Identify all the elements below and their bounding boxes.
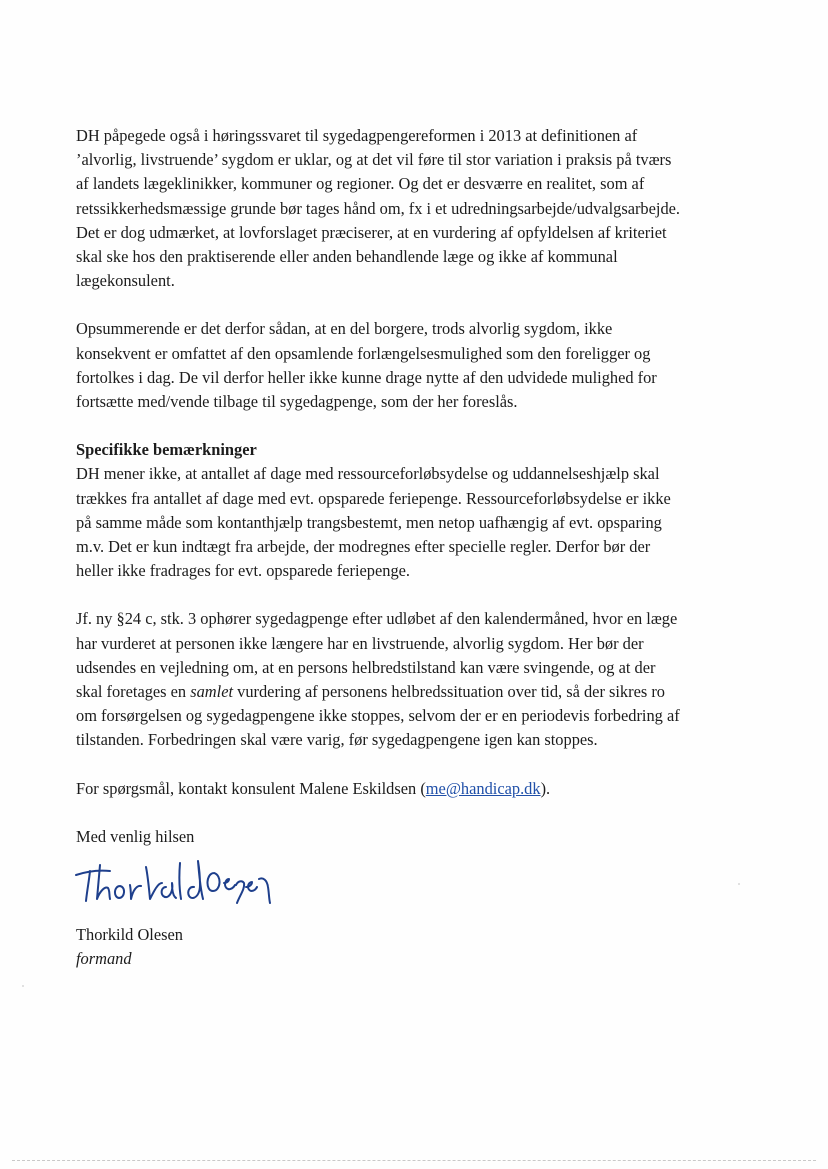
signer-name: Thorkild Olesen — [76, 925, 183, 945]
text-line: lægekonsulent. — [76, 271, 175, 291]
text-line: heller ikke fradrages for evt. opsparede feriepenge. — [76, 561, 411, 581]
text-line: ’alvorlig, livstruende’ sygdom er uklar, og at det vil føre til stor variation i praksis på tværs — [76, 150, 672, 170]
text-segment: vurdering af personens helbredssituation over tid, så der sikres ro — [233, 682, 665, 702]
closing-greeting: Med venlig hilsen — [76, 826, 195, 846]
text-line: af landets lægeklinikker, kommuner og regioner. Og det er desværre en realitet, som af — [76, 174, 645, 194]
paragraph-summary — [76, 317, 756, 414]
text-line: m.v. Det er kun indtægt fra arbejde, der modregnes efter specielle regler. Derfor bør der — [76, 537, 651, 557]
letter-body — [76, 124, 756, 971]
signer-title: formand — [76, 949, 132, 969]
text-line: om forsørgelsen og sygedagpengene ikke stoppes, selvom der er en periodevis forbedring af — [76, 706, 680, 726]
section-heading: Specifikke bemærkninger — [76, 440, 257, 460]
text-line: retssikkerhedsmæssige grunde bør tages hånd om, fx i et udredningsarbejde/udvalgsarbejde. — [76, 198, 681, 218]
paragraph-section-24c — [76, 607, 756, 752]
paragraph-specific-remarks — [76, 438, 756, 583]
contact-paragraph — [76, 777, 756, 801]
text-line: udsendes en vejledning om, at en persons helbredstilstand kan være svingende, og at der — [76, 657, 656, 677]
text-line: DH påpegede også i høringssvaret til sygedagpengereformen i 2013 at definitionen af — [76, 126, 638, 145]
email-link[interactable]: me@handicap.dk — [425, 778, 541, 798]
signer-block — [76, 923, 756, 971]
text-line — [76, 777, 756, 801]
text-line: på samme måde som kontanthjælp trangsbestemt, men netop uafhængig af evt. opsparing — [76, 512, 662, 532]
scan-bottom-edge — [12, 1160, 816, 1161]
text-line: fortsætte med/vende tilbage til sygedagpenge, som der her foreslås. — [76, 392, 518, 412]
text-line: tilstanden. Forbedringen skal være varig, før sygedagpengene igen kan stoppes. — [76, 730, 598, 750]
scan-speck — [22, 985, 24, 987]
text-segment: skal foretages en — [76, 682, 191, 702]
text-line: har vurderet at personen ikke længere har en livstruende, alvorlig sygdom. Her bør der — [76, 633, 644, 653]
text-line: trækkes fra antallet af dage med evt. opsparede feriepenge. Ressourceforløbsydelse er ikke — [76, 488, 671, 508]
handwritten-signature — [74, 853, 284, 909]
text-line: DH mener ikke, at antallet af dage med ressourceforløbsydelse og uddannelseshjælp skal — [76, 464, 660, 484]
text-line: Det er dog udmærket, at lovforslaget præciserer, at en vurdering af opfyldelsen af kriteriet — [76, 222, 667, 242]
contact-text: For spørgsmål, kontakt konsulent Malene Eskildsen ( — [76, 778, 426, 798]
text-line — [76, 680, 756, 704]
scan-speck — [738, 883, 740, 885]
text-line: fortolkes i dag. De vil derfor heller ikke kunne drage nytte af den udvidede mulighed for — [76, 367, 657, 387]
paragraph-definition-critique — [76, 124, 756, 293]
contact-text-end: ). — [540, 778, 551, 798]
closing-block — [76, 825, 756, 849]
text-line: Jf. ny §24 c, stk. 3 ophører sygedagpenge efter udløbet af den kalendermåned, hvor en læge — [76, 609, 678, 629]
text-line: skal ske hos den praktiserende eller anden behandlende læge og ikke af kommunal — [76, 247, 618, 267]
text-line: Opsummerende er det derfor sådan, at en del borgere, trods alvorlig sygdom, ikke — [76, 319, 613, 339]
emphasis-samlet: samlet — [190, 682, 234, 702]
text-line: konsekvent er omfattet af den opsamlende forlængelsesmulighed som den foreligger og — [76, 343, 651, 363]
